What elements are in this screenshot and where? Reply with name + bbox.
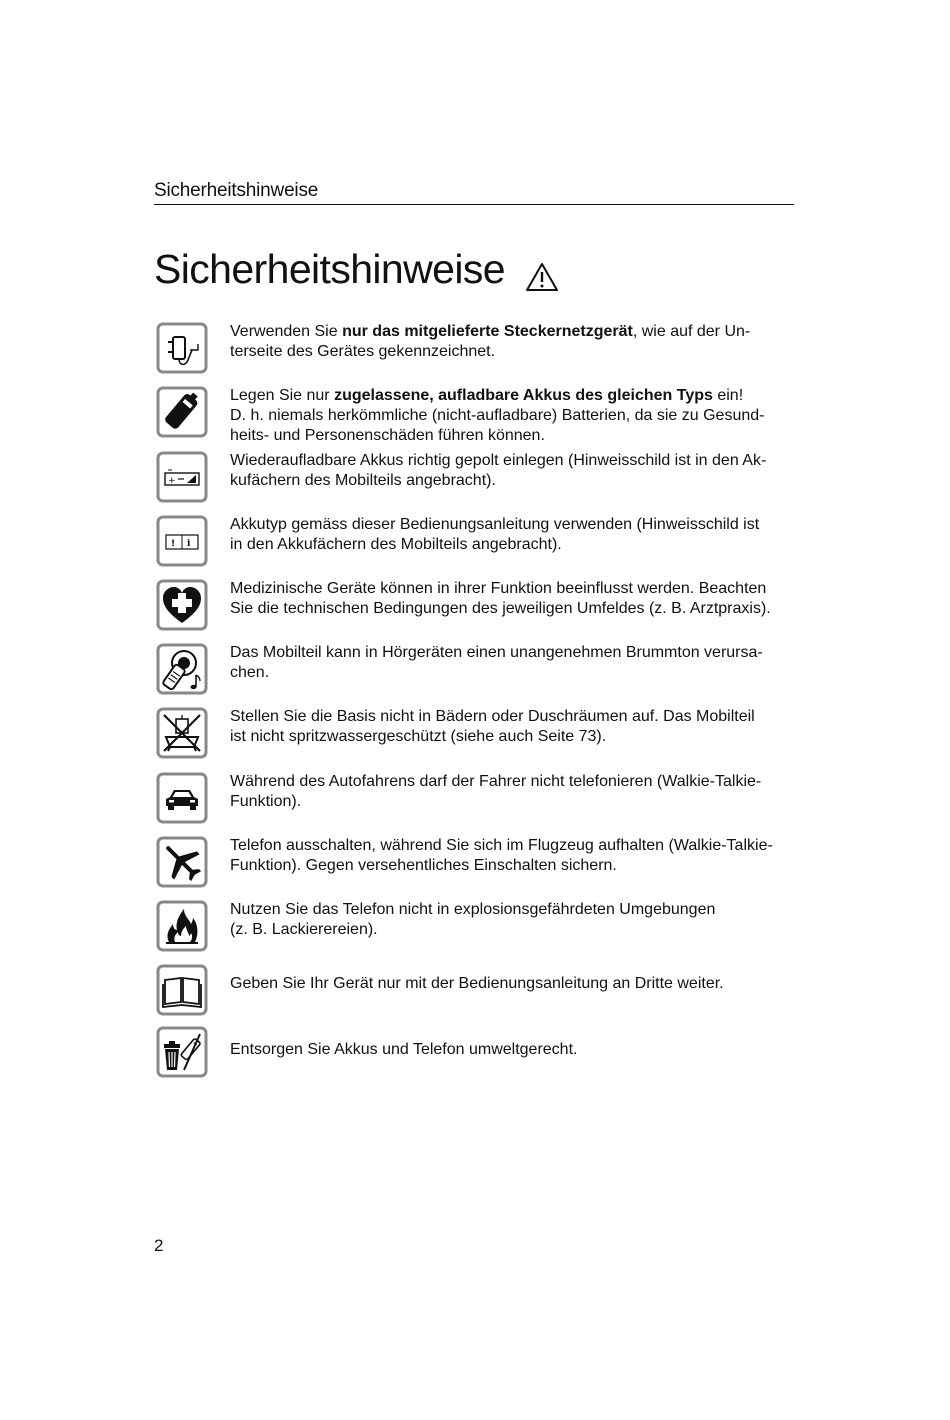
- safety-item-text: Das Mobilteil kann in Hörgeräten einen unangenehmen Brummton verursa- chen.: [230, 644, 763, 681]
- no-trash-disposal-icon: [156, 1026, 208, 1078]
- power-adapter-icon: [156, 322, 208, 374]
- safety-item-car: [156, 772, 796, 828]
- safety-item-text: Legen Sie nur zugelassene, aufladbare Akkus des gleichen Typs ein! D. h. niemals herkömmliche (nicht-aufladbare) Batterien, da sie zu Gesund- heits- und Personenschäden führen können.: [230, 387, 765, 444]
- safety-item-explosion: [156, 900, 796, 956]
- safety-item-text: Stellen Sie die Basis nicht in Bädern oder Duschräumen auf. Das Mobilteil ist nicht spritzwassergeschützt (siehe auch Seite 73).: [230, 708, 755, 745]
- page-title: [154, 246, 559, 293]
- safety-item-hearing-aid: [156, 643, 796, 699]
- safety-item-text: Während des Autofahrens darf der Fahrer nicht telefonieren (Walkie-Talkie- Funktion).: [230, 773, 762, 810]
- safety-item-medical: [156, 579, 796, 635]
- safety-item-manual: [156, 515, 796, 571]
- battery-icon: [156, 386, 208, 438]
- battery-polarity-icon: [156, 451, 208, 503]
- safety-item-book: [156, 964, 796, 1020]
- warning-triangle-icon: [525, 255, 559, 285]
- airplane-icon: [156, 836, 208, 888]
- safety-item-battery: [156, 386, 796, 446]
- book-icon: [156, 964, 208, 1016]
- safety-item-airplane: [156, 836, 796, 892]
- no-bathroom-icon: [156, 707, 208, 759]
- running-header: Sicherheitshinweise: [154, 180, 794, 205]
- safety-item-text: Geben Sie Ihr Gerät nur mit der Bedienungsanleitung an Dritte weiter.: [230, 975, 724, 992]
- hearing-aid-icon: [156, 643, 208, 695]
- safety-item-text: Verwenden Sie nur das mitgelieferte Steckernetzgerät, wie auf der Un- terseite des Gerätes gekennzeichnet.: [230, 323, 751, 360]
- safety-item-text: Medizinische Geräte können in ihrer Funktion beeinflusst werden. Beachten Sie die technischen Bedingungen des jeweiligen Umfeldes (z. B. Arztpraxis).: [230, 580, 771, 617]
- page-title-text: Sicherheitshinweise: [154, 246, 505, 292]
- svg-text:!: !: [171, 539, 176, 549]
- svg-text:+: +: [168, 476, 176, 486]
- safety-item-text: Telefon ausschalten, während Sie sich im Flugzeug aufhalten (Walkie-Talkie- Funktion). Gegen versehentliches Einschalten sichern.: [230, 837, 773, 874]
- safety-item-polarity: [156, 451, 796, 507]
- safety-item-text: Entsorgen Sie Akkus und Telefon umweltgerecht.: [230, 1041, 578, 1058]
- medical-heart-icon: [156, 579, 208, 631]
- safety-item-adapter: [156, 322, 796, 378]
- car-icon: [156, 772, 208, 824]
- safety-item-disposal: [156, 1026, 796, 1082]
- safety-item-text: Wiederaufladbare Akkus richtig gepolt einlegen (Hinweisschild ist in den Ak- kufächern des Mobilteils angebracht).: [230, 452, 767, 489]
- page-number: 2: [154, 1236, 164, 1255]
- safety-item-bathroom: [156, 707, 796, 763]
- explosion-flame-icon: [156, 900, 208, 952]
- safety-item-text: Nutzen Sie das Telefon nicht in explosionsgefährdeten Umgebungen (z. B. Lackierereien).: [230, 901, 716, 938]
- manual-info-icon: [156, 515, 208, 567]
- safety-item-text: Akkutyp gemäss dieser Bedienungsanleitung verwenden (Hinweisschild ist in den Akkufächern des Mobilteils angebracht).: [230, 516, 760, 553]
- svg-text:i: i: [187, 539, 191, 549]
